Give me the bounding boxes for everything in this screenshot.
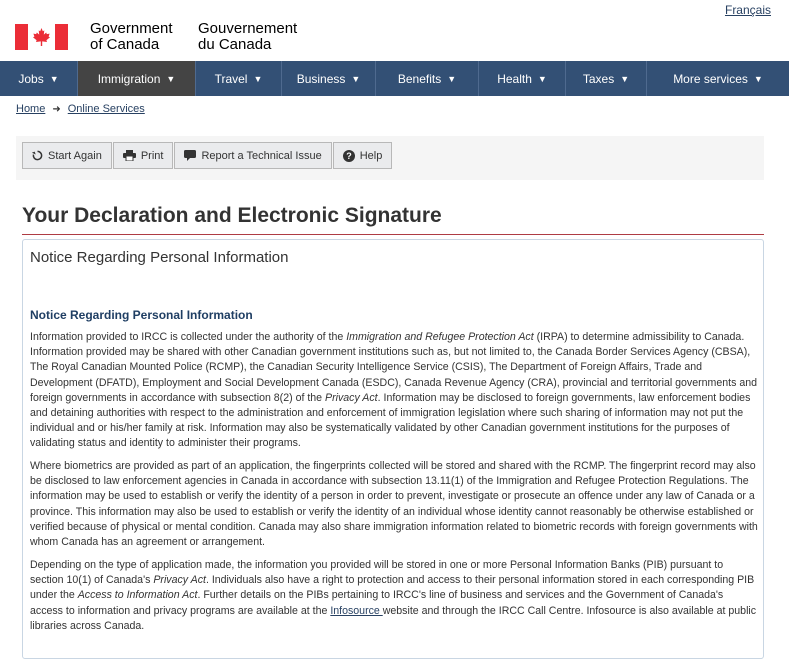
nav-item-benefits[interactable] [376, 61, 479, 96]
nav-item-label: Immigration [97, 71, 161, 86]
chevron-down-icon: ▼ [166, 73, 176, 84]
nav-item-jobs[interactable] [0, 61, 78, 96]
toolbar-area [16, 136, 764, 180]
svg-text:?: ? [345, 150, 352, 161]
gov-en-line1: Government [90, 20, 173, 37]
notice-paragraph-1: Information provided to IRCC is collected under the authority of the Immigration and Refugee Protection Act (IRPA) to determine admissibility to Canada. Information provided may be shared with other Canadian government institutions such as, but not limited to, the Canada Border Services Agency (CBSA), The Royal Canadian Mounted Police (RCMP), the Canadian Security Intelligence Service (CSIS), The Department of Foreign Affairs, Trade and Development (DFATD), Employment and Social Development Canada (ESDC), Canada Revenue Agency (CRA), provincial and territorial governments and foreign governments in accordance with subsection 8(2) of the Privacy Act. Information may be disclosed to foreign governments, law enforcement bodies and detaining authorities with respect to the administration and enforcement of immigration legislation where such sharing of information may not put the individual and or his/her family at risk. Information may also be systematically validated by other Canadian government institutions for the purposes of validating status and identity to administer their programs. [30, 331, 757, 450]
canada-flag-icon [15, 24, 68, 50]
print-label: Print [140, 149, 164, 162]
chevron-down-icon: ▼ [537, 73, 547, 84]
help-button[interactable] [333, 142, 393, 169]
printer-icon [123, 150, 136, 161]
refresh-icon [32, 150, 43, 161]
help-label: Help [359, 149, 383, 162]
start-again-label: Start Again [48, 149, 102, 162]
report-label: Report a Technical Issue [201, 149, 322, 162]
chevron-down-icon: ▼ [447, 73, 457, 84]
government-of-canada-wordmark[interactable] [90, 21, 173, 53]
nav-item-label: Taxes [582, 71, 615, 86]
language-toggle-link[interactable]: Français [724, 3, 771, 17]
title-divider [22, 234, 764, 235]
maple-leaf-icon [31, 27, 52, 47]
chevron-down-icon: ▼ [49, 73, 59, 84]
toolbar [22, 142, 393, 169]
gov-fr-line1: Gouvernement [198, 20, 298, 37]
nav-item-label: Benefits [397, 71, 442, 86]
nav-item-label: Travel [214, 71, 248, 86]
arrow-right-icon: ➜ [52, 103, 61, 115]
chevron-down-icon: ▼ [753, 73, 763, 84]
start-again-button[interactable] [22, 142, 112, 169]
nav-item-health[interactable] [479, 61, 566, 96]
nav-item-label: Jobs [18, 71, 44, 86]
nav-item-business[interactable] [282, 61, 376, 96]
nav-item-label: Health [497, 71, 532, 86]
breadcrumb [16, 103, 145, 115]
chevron-down-icon: ▼ [351, 73, 361, 84]
nav-item-label: Business [296, 71, 346, 86]
nav-item-immigration[interactable] [78, 61, 196, 96]
nav-item-more-services[interactable] [647, 61, 789, 96]
nav-item-taxes[interactable] [566, 61, 647, 96]
nav-item-travel[interactable] [196, 61, 282, 96]
print-button[interactable] [113, 142, 174, 169]
gouvernement-du-canada-wordmark[interactable] [198, 21, 297, 53]
page-title: Your Declaration and Electronic Signature [22, 204, 442, 227]
comment-icon [184, 150, 196, 161]
chevron-down-icon: ▼ [620, 73, 630, 84]
personal-information-panel [22, 239, 764, 659]
main-nav [0, 61, 789, 96]
gov-fr-line2: du Canada [198, 36, 272, 53]
infosource-link[interactable]: Infosource [330, 604, 383, 617]
panel-heading: Notice Regarding Personal Information [30, 249, 289, 266]
breadcrumb-online-services-link[interactable]: Online Services [67, 103, 145, 115]
notice-paragraph-2: Where biometrics are provided as part of an application, the fingerprints collected will be stored and shared with the RCMP. The fingerprint record may also be disclosed to law enforcement agencies in Canada in accordance with subsection 13.11(1) of the Immigration and Refugee Protection Regulations. The information may be used to establish or verify the identity of a person in order to prevent, investigate or prosecute an offence under any law of Canada or a province. This information may also be used to establish or verify the identity of an individual whose identity cannot reasonably be otherwise established or verified because of physical or mental condition. Canada may also share immigration information related to biometric records with foreign governments with whom Canada has an agreement or arrangement. [30, 460, 758, 549]
notice-paragraph-3: Depending on the type of application made, the information you provided will be stored in one or more Personal Information Banks (PIB) pursuant to section 10(1) of Canada's Privacy Act. Individuals also have a right to protection and access to their personal information stored in each corresponding PIB under the Access to Information Act. Further details on the PIBs pertaining to IRCC's line of business and services and the Government of Canada's access to information and privacy programs are available at the Infosource website and through the IRCC Call Centre. Infosource is also available at public libraries across Canada. [30, 559, 757, 632]
site-header [0, 0, 789, 61]
report-technical-issue-button[interactable] [174, 142, 331, 169]
gov-en-line2: of Canada [90, 36, 160, 53]
breadcrumb-home-link[interactable]: Home [16, 103, 46, 115]
nav-item-label: More services [673, 71, 748, 86]
question-circle-icon [343, 150, 355, 162]
section-title: Notice Regarding Personal Information [30, 308, 253, 322]
chevron-down-icon: ▼ [253, 73, 263, 84]
